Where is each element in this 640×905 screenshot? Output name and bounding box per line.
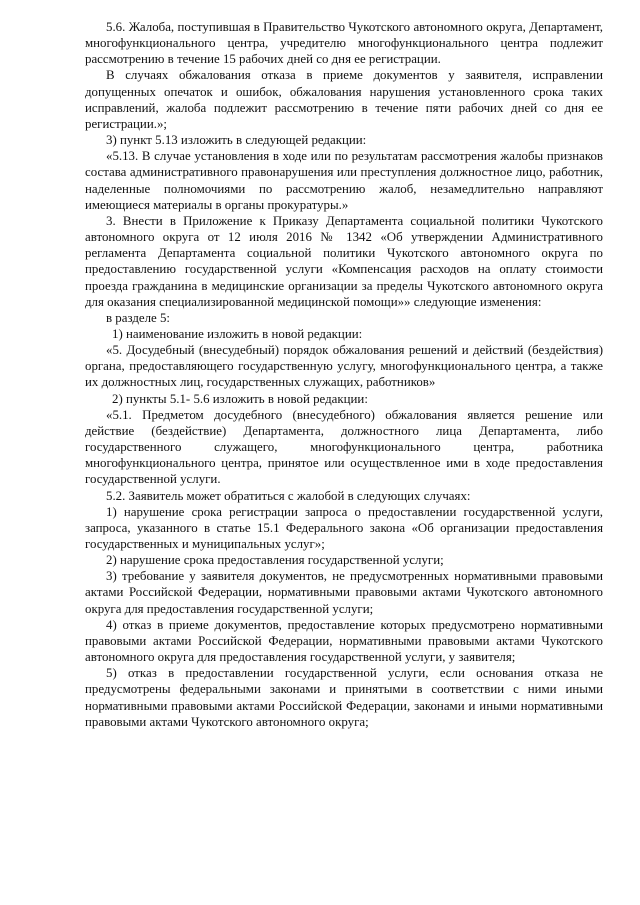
paragraph-item-2-points: 2) пункты 5.1- 5.6 изложить в новой редакции: [112, 391, 368, 406]
list-item-3: 3) требование у заявителя документов, не предусмотренных нормативными правовыми актами Российской Федерации, нормативными правовыми актами Чукотского автономного округа для предоставления государственной услуги; [85, 569, 603, 616]
paragraph-in-section-5: в разделе 5: [106, 310, 171, 325]
paragraph-5-6: 5.6. Жалоба, поступившая в Правительство Чукотского автономного округа, Департамент, многофункционального центра, учредителю многофункционального центра подлежит рассмотрению в течение 15 рабочих дней со дня ее регистрации. [85, 20, 603, 67]
paragraph-5-1: «5.1. Предметом досудебного (внесудебного) обжалования является решение или действие (бездействие) Департамента, должностного лица Департамента, либо государственного служащего, многофункционального центра, работника многофункционального центра, принятое или осуществленное ими в ходе предоставления государственной услуги. [85, 407, 603, 487]
list-item-1: 1) нарушение срока регистрации запроса о предоставлении государственной услуги, запроса, указанного в статье 15.1 Федерального закона «Об организации предоставления государственных и муниципальных услуг»; [85, 504, 603, 551]
paragraph-section-5-title: «5. Досудебный (внесудебный) порядок обжалования решений и действий (бездействия) органа, предоставляющего государственную услугу, многофункционального центра, а также их должностных лиц, государственных служащих, работников» [85, 343, 603, 390]
paragraph-5-2: 5.2. Заявитель может обратиться с жалобой в следующих случаях: [106, 488, 471, 503]
list-item-2: 2) нарушение срока предоставления государственной услуги; [106, 553, 444, 568]
document-body [85, 19, 603, 730]
list-item-5: 5) отказ в предоставлении государственной услуги, если основания отказа не предусмотрены федеральными законами и принятыми в соответствии с ними иными нормативными правовыми актами Российской Федерации, законами и иными нормативными правовыми актами Чукотского автономного округа; [85, 666, 603, 729]
paragraph-item-1-title: 1) наименование изложить в новой редакции: [112, 326, 363, 341]
list-item-4: 4) отказ в приеме документов, предоставление которых предусмотрено нормативными правовыми актами Российской Федерации, нормативными правовыми актами Чукотского автономного округа для предоставления государственной услуги, у заявителя; [85, 617, 603, 665]
paragraph-5-13: «5.13. В случае установления в ходе или по результатам рассмотрения жалобы признаков состава административного правонарушения или преступления должностное лицо, работник, наделенные полномочиями по рассмотрению жалоб, незамедлительно направляют имеющиеся материалы в органы прокуратуры.» [85, 149, 603, 212]
paragraph-refusal-cases: В случаях обжалования отказа в приеме документов у заявителя, исправлении допущенных опечаток и ошибок, обжалования нарушения установленного срока таких исправлений, жалоба подлежит рассмотрению в течение пяти рабочих дней со дня ее регистрации.»; [85, 68, 603, 131]
paragraph-item-3-5-13: 3) пункт 5.13 изложить в следующей редакции: [106, 133, 367, 148]
paragraph-section-3: 3. Внести в Приложение к Приказу Департамента социальной политики Чукотского автономного округа от 12 июля 2016 № 1342 «Об утверждении Административного регламента Департамента социальной политики Чукотского автономного округа по предоставлению государственной услуги «Компенсация расходов на оплату стоимости проезда гражданина в медицинские организации за пределы Чукотского автономного округа для оказания специализированной медицинской помощи»» следующие изменения: [85, 213, 603, 309]
